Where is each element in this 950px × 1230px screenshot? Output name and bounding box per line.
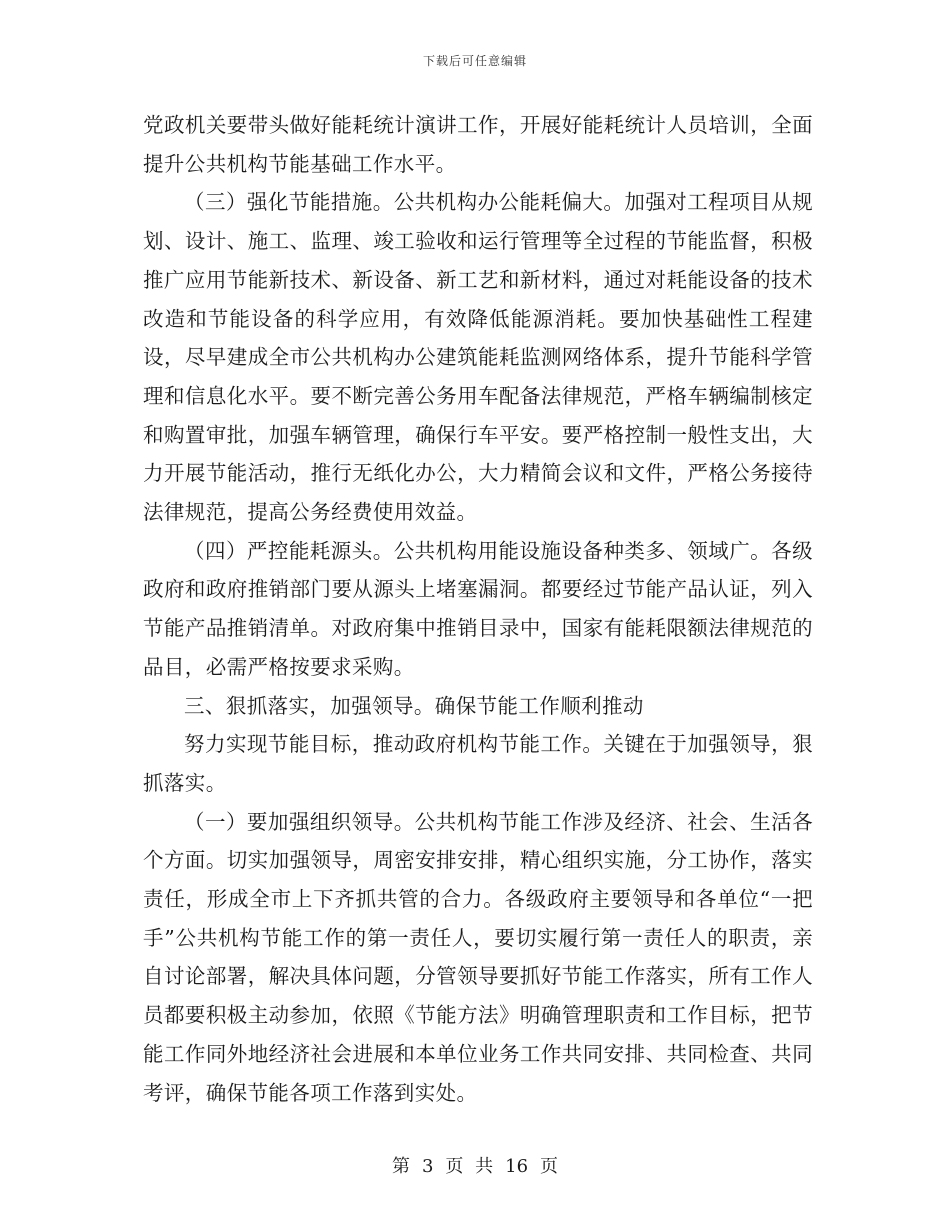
footer-page-number: 3 (421, 1156, 434, 1177)
footer-middle: 页 共 (445, 1156, 494, 1177)
paragraph-2: （三）强化节能措施。公共机构办公能耗偏大。加强对工程项目从规划、设计、施工、监理、竣工验收和运行管理等全过程的节能监督，积极推广应用节能新技术、新设备、新工艺和新材料，通过对耗能设备的技术改造和节能设备的科学应用，有效降低能源消耗。要加快基础性工程建设，尽早建成全市公共机构办公建筑能耗监测网络体系，提升节能科学管理和信息化水平。要不断完善公务用车配备法律规范，严格车辆编制核定和购置审批，加强车辆管理，确保行车平安。要严格控制一般性支出，大力开展节能活动，推行无纸化办公，大力精简会议和文件，严格公务接待法律规范，提高公务经费使用效益。 (143, 190, 813, 525)
paragraph-1: 党政机关要带头做好能耗统计演讲工作，开展好能耗统计人员培训，全面提升公共机构节能基础工作水平。 (143, 113, 813, 176)
footer-suffix: 页 (540, 1156, 559, 1177)
footer-total-pages: 16 (505, 1156, 529, 1177)
page-footer (0, 1152, 950, 1178)
paragraph-5: 努力实现节能目标，推动政府机构节能工作。关键在于加强领导，狠抓落实。 (143, 732, 813, 795)
paragraph-6: （一）要加强组织领导。公共机构节能工作涉及经济、社会、生活各个方面。切实加强领导，周密安排安排，精心组织实施，分工协作，落实责任，形成全市上下齐抓共管的合力。各级政府主要领导和各单位“一把手”公共机构节能工作的第一责任人，要切实履行第一责任人的职责，亲自讨论部署，解决具体问题，分管领导要抓好节能工作落实，所有工作人员都要积极主动参加，依照《节能方法》明确管理职责和工作目标，把节能工作同外地经济社会进展和本单位业务工作共同安排、共同检查、共同考评，确保节能各项工作落到实处。 (143, 809, 813, 1105)
paragraph-3: （四）严控能耗源头。公共机构用能设施设备种类多、领域广。各级政府和政府推销部门要从源头上堵塞漏洞。都要经过节能产品认证，列入节能产品推销清单。对政府集中推销目录中，国家有能耗限额法律规范的品目，必需严格按要求采购。 (143, 538, 813, 679)
footer-prefix: 第 (391, 1156, 410, 1177)
section-heading: 三、狠抓落实，加强领导。确保节能工作顺利推动 (184, 693, 644, 718)
document-body (143, 106, 813, 1112)
page-header: 下载后可任意编辑 (422, 54, 527, 68)
